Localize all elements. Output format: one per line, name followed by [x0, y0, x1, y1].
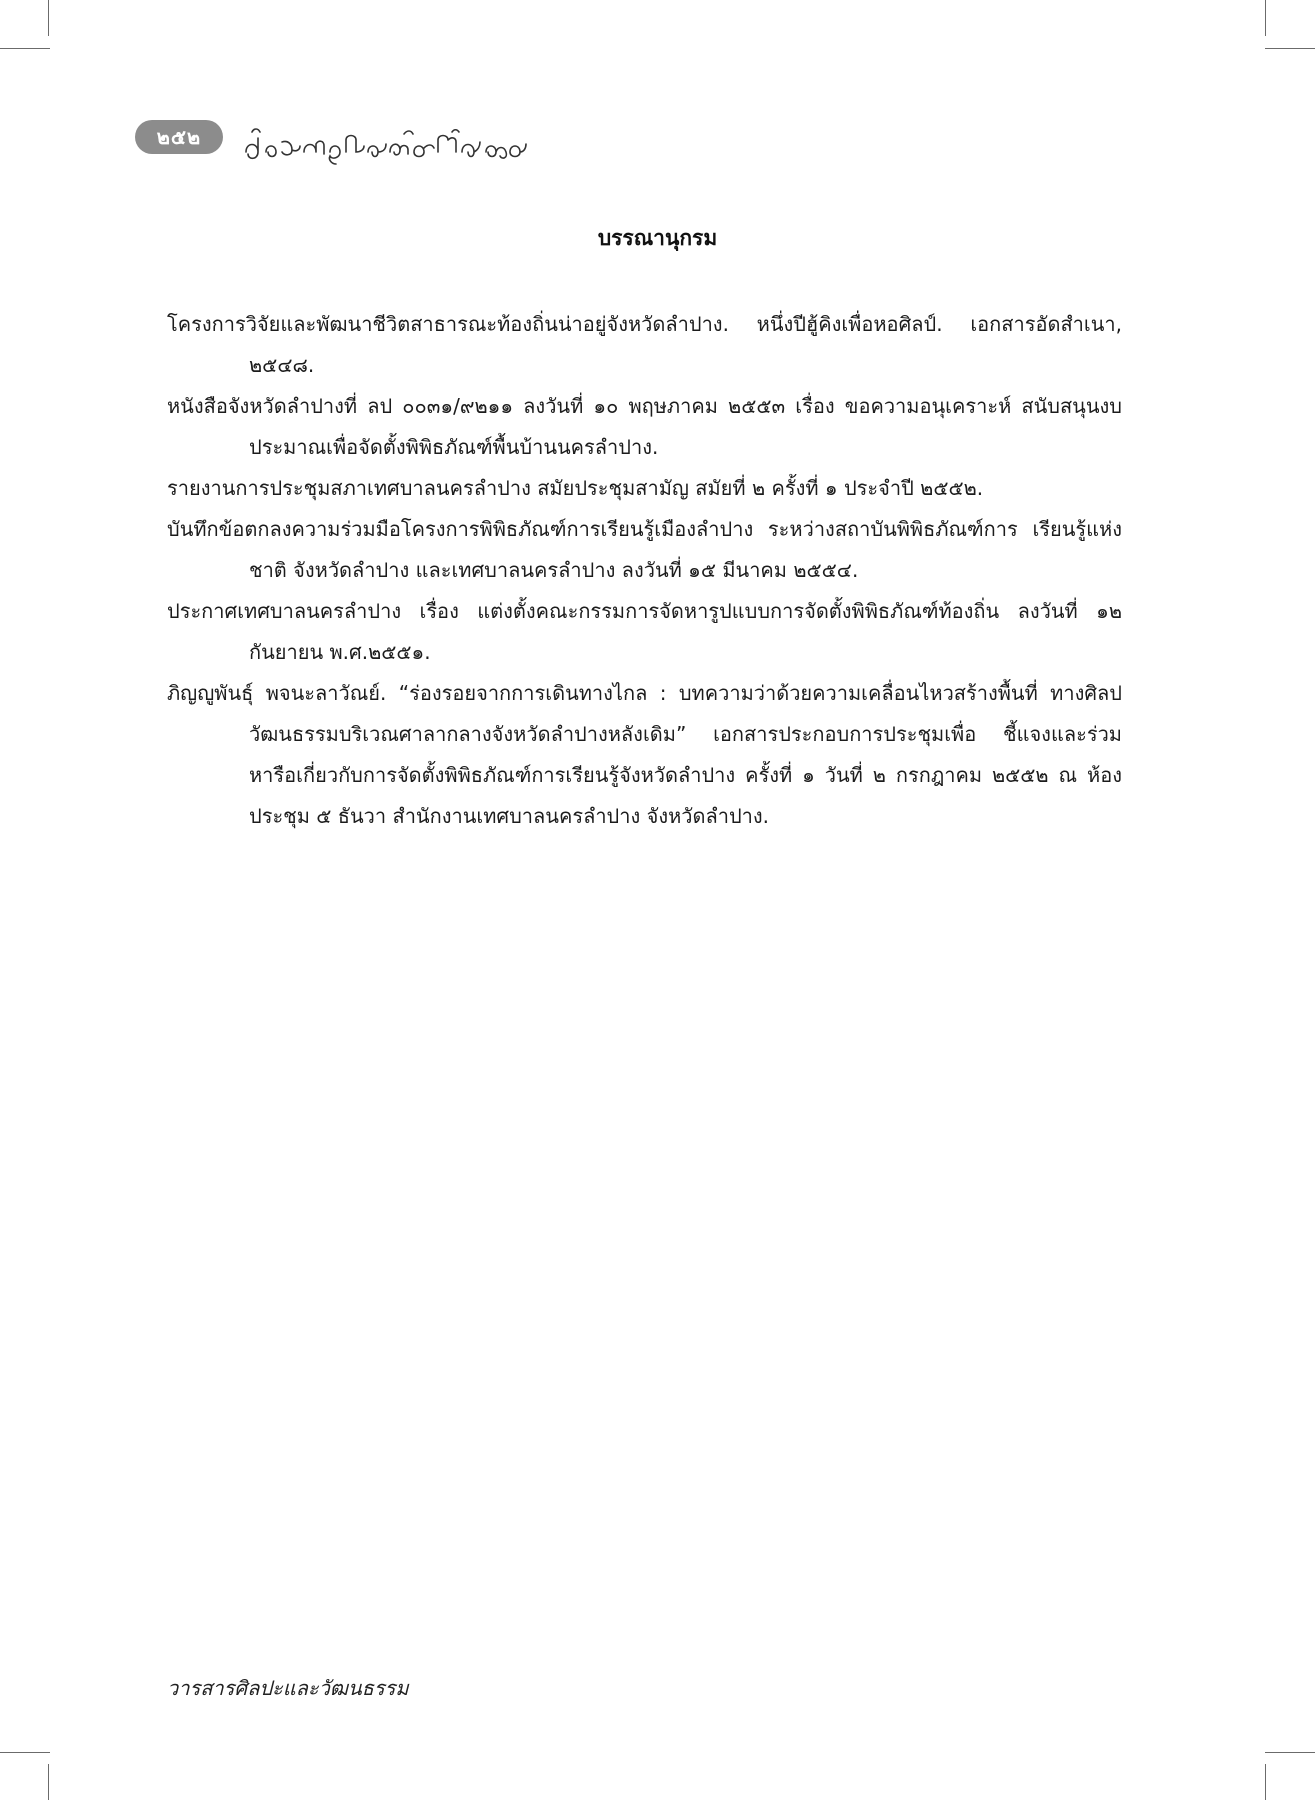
crop-mark-top-left-h: [0, 48, 50, 49]
bibliography-entry: บันทึกข้อตกลงความร่วมมือโครงการพิพิธภัณฑ์การเรียนรู้เมืองลำปาง ระหว่างสถาบันพิพิธภัณฑ์การ เรียนรู้แห่งชาติ จังหวัดลำปาง และเทศบาลนครลำปาง ลงวันที่ ๑๕ มีนาคม ๒๕๕๔.: [167, 517, 1122, 582]
bibliography-entry: หนังสือจังหวัดลำปางที่ ลป ๐๐๓๑/๙๒๑๑ ลงวันที่ ๑๐ พฤษภาคม ๒๕๕๓ เรื่อง ขอความอนุเคราะห์ สนับสนุนงบประมาณเพื่อจัดตั้งพิพิธภัณฑ์พื้นบ้านนครลำปาง.: [167, 394, 1122, 459]
crop-mark-top-right: [1265, 0, 1266, 36]
bibliography-entry: โครงการวิจัยและพัฒนาชีวิตสาธารณะท้องถิ่นน่าอยู่จังหวัดลำปาง. หนึ่งปีฮู้คิงเพื่อหอศิลป์. เอกสารอัดสำเนา, ๒๕๔๘.: [167, 312, 1122, 377]
journal-name-script-logo: [240, 122, 540, 168]
crop-mark-bottom-left: [48, 1764, 49, 1800]
bibliography-list: [167, 304, 1122, 837]
crop-mark-bottom-left-h: [0, 1752, 50, 1753]
section-title: บรรณานุกรม: [597, 226, 718, 250]
tai-script-lettering-icon: [240, 122, 540, 168]
crop-mark-bottom-right: [1265, 1764, 1266, 1800]
bibliography-entry: รายงานการประชุมสภาเทศบาลนครลำปาง สมัยประชุมสามัญ สมัยที่ ๒ ครั้งที่ ๑ ประจำปี ๒๕๕๒.: [167, 476, 984, 500]
bibliography-entry: ภิญญูพันธุ์ พจนะลาวัณย์. “ร่องรอยจากการเดินทางไกล : บทความว่าด้วยความเคลื่อนไหวสร้างพื้นที่ ทางศิลปวัฒนธรรมบริเวณศาลากลางจังหวัดลำปางหลังเดิม” เอกสารประกอบการประชุมเพื่อ ชี้แจงและร่วมหารือเกี่ยวกับการจัดตั้งพิพิธภัณฑ์การเรียนรู้จังหวัดลำปาง ครั้งที่ ๑ วันที่ ๒ กรกฎาคม ๒๕๕๒ ณ ห้องประชุม ๕ ธันวา สำนักงานเทศบาลนครลำปาง จังหวัดลำปาง.: [167, 681, 1122, 828]
crop-mark-bottom-right-h: [1265, 1752, 1315, 1753]
bibliography-entry: ประกาศเทศบาลนครลำปาง เรื่อง แต่งตั้งคณะกรรมการจัดหารูปแบบการจัดตั้งพิพิธภัณฑ์ท้องถิ่น ลงวันที่ ๑๒ กันยายน พ.ศ.๒๕๕๑.: [167, 599, 1122, 664]
crop-mark-top-right-h: [1265, 48, 1315, 49]
page-number-badge: ๒๕๒: [135, 120, 223, 154]
journal-name-script-text: [540, 122, 541, 123]
footer-journal-title: วารสารศิลปะและวัฒนธรรม: [167, 1676, 409, 1700]
crop-mark-top-left: [48, 0, 49, 36]
